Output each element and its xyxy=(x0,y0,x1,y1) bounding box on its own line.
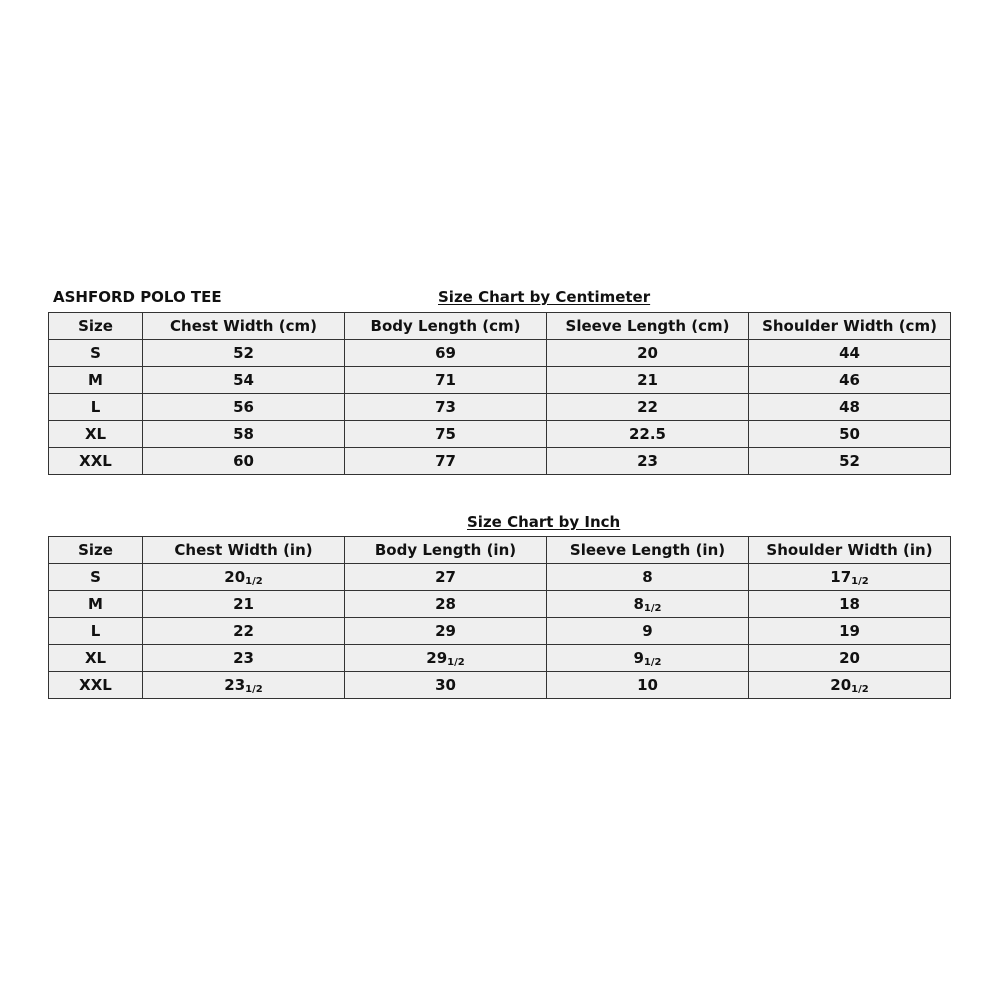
cell-whole: 21 xyxy=(233,595,254,613)
cell-sleeve-length xyxy=(547,618,749,645)
cell-chest-width: 58 xyxy=(143,421,345,448)
cell-body-length xyxy=(345,591,547,618)
cell-shoulder-width xyxy=(749,564,951,591)
table-header-row xyxy=(49,313,951,340)
cell-chest-width: 52 xyxy=(143,340,345,367)
header-shoulder-width: Shoulder Width (in) xyxy=(749,537,951,564)
cell-size xyxy=(49,645,143,672)
cell-sleeve-length: 22 xyxy=(547,394,749,421)
cell-chest-width xyxy=(143,645,345,672)
header-sleeve-length: Sleeve Length (in) xyxy=(547,537,749,564)
cell-whole: 9 xyxy=(633,649,644,667)
cell-whole: 30 xyxy=(435,676,456,694)
cell-sleeve-length xyxy=(547,591,749,618)
cell-shoulder-width: 50 xyxy=(749,421,951,448)
cell-sleeve-length: 23 xyxy=(547,448,749,475)
table-row xyxy=(49,394,951,421)
cell-shoulder-width: 44 xyxy=(749,340,951,367)
product-name: ASHFORD POLO TEE xyxy=(53,288,222,306)
cell-whole: XXL xyxy=(79,676,112,694)
cell-size xyxy=(49,591,143,618)
cell-size: S xyxy=(49,340,143,367)
cell-chest-width xyxy=(143,672,345,699)
cell-size xyxy=(49,564,143,591)
cell-size: L xyxy=(49,394,143,421)
cell-whole: 19 xyxy=(839,622,860,640)
cell-whole: 22 xyxy=(233,622,254,640)
cell-whole: 18 xyxy=(839,595,860,613)
cell-sleeve-length xyxy=(547,645,749,672)
cell-shoulder-width xyxy=(749,591,951,618)
cell-whole: XL xyxy=(84,649,107,667)
cell-whole: 29 xyxy=(435,622,456,640)
cell-whole: 27 xyxy=(435,568,456,586)
cell-whole: M xyxy=(88,595,103,613)
cell-size: M xyxy=(49,367,143,394)
cell-whole: 8 xyxy=(633,595,644,613)
cell-whole: 17 xyxy=(830,568,852,586)
cell-size: XXL xyxy=(49,448,143,475)
table-row xyxy=(49,564,951,591)
table-row xyxy=(49,367,951,394)
cell-size xyxy=(49,618,143,645)
cell-whole: 29 xyxy=(426,649,448,667)
header-chest-width: Chest Width (cm) xyxy=(143,313,345,340)
cell-body-length: 69 xyxy=(345,340,547,367)
header-body-length: Body Length (in) xyxy=(345,537,547,564)
cell-fraction: 1/2 xyxy=(245,684,263,695)
cell-body-length: 71 xyxy=(345,367,547,394)
cell-body-length xyxy=(345,672,547,699)
table-row xyxy=(49,340,951,367)
cell-whole: 20 xyxy=(830,676,852,694)
cell-fraction: 1/2 xyxy=(851,684,869,695)
table-header-row xyxy=(49,537,951,564)
cell-shoulder-width: 52 xyxy=(749,448,951,475)
cell-sleeve-length xyxy=(547,564,749,591)
cell-sleeve-length: 22.5 xyxy=(547,421,749,448)
cell-whole: 23 xyxy=(233,649,254,667)
cell-whole: 10 xyxy=(637,676,658,694)
cell-size: XL xyxy=(49,421,143,448)
cell-chest-width: 56 xyxy=(143,394,345,421)
cell-body-length: 77 xyxy=(345,448,547,475)
cell-shoulder-width xyxy=(749,618,951,645)
cell-fraction: 1/2 xyxy=(643,603,662,614)
cell-fraction: 1/2 xyxy=(447,657,465,668)
cell-fraction: 1/2 xyxy=(643,657,662,668)
cell-chest-width xyxy=(143,591,345,618)
cell-whole: 20 xyxy=(839,649,860,667)
table-row xyxy=(49,421,951,448)
cell-whole: 8 xyxy=(642,568,653,586)
inch-chart-heading: Size Chart by Inch xyxy=(467,513,621,531)
cell-shoulder-width: 46 xyxy=(749,367,951,394)
cell-body-length: 75 xyxy=(345,421,547,448)
header-size: Size xyxy=(49,313,143,340)
cell-whole: S xyxy=(90,568,101,586)
table-row xyxy=(49,618,951,645)
table-row xyxy=(49,645,951,672)
header-size: Size xyxy=(49,537,143,564)
cm-chart-heading: Size Chart by Centimeter xyxy=(438,288,651,306)
header-sleeve-length: Sleeve Length (cm) xyxy=(547,313,749,340)
cell-whole: 23 xyxy=(224,676,246,694)
table-row xyxy=(49,672,951,699)
cell-chest-width xyxy=(143,618,345,645)
table-row xyxy=(49,591,951,618)
cell-body-length xyxy=(345,645,547,672)
cm-size-table xyxy=(48,312,951,475)
cell-body-length xyxy=(345,564,547,591)
cell-chest-width: 60 xyxy=(143,448,345,475)
cell-size xyxy=(49,672,143,699)
header-chest-width: Chest Width (in) xyxy=(143,537,345,564)
cell-fraction: 1/2 xyxy=(851,576,869,587)
cell-sleeve-length: 21 xyxy=(547,367,749,394)
cell-sleeve-length: 20 xyxy=(547,340,749,367)
cell-shoulder-width: 48 xyxy=(749,394,951,421)
table-row xyxy=(49,448,951,475)
cell-sleeve-length xyxy=(547,672,749,699)
cell-body-length: 73 xyxy=(345,394,547,421)
inch-size-table xyxy=(48,536,951,699)
cell-shoulder-width xyxy=(749,672,951,699)
cell-body-length xyxy=(345,618,547,645)
cell-whole: L xyxy=(90,622,101,640)
header-body-length: Body Length (cm) xyxy=(345,313,547,340)
cell-whole: 20 xyxy=(224,568,246,586)
cell-chest-width xyxy=(143,564,345,591)
cell-whole: 28 xyxy=(435,595,456,613)
cell-chest-width: 54 xyxy=(143,367,345,394)
cell-fraction: 1/2 xyxy=(245,576,263,587)
header-shoulder-width: Shoulder Width (cm) xyxy=(749,313,951,340)
cell-shoulder-width xyxy=(749,645,951,672)
cell-whole: 9 xyxy=(642,622,653,640)
